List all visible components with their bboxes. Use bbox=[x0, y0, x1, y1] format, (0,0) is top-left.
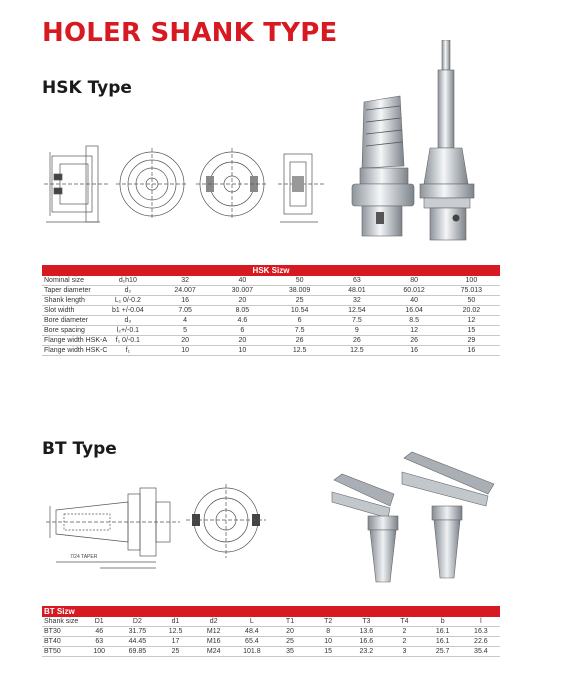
table-cell: 13.6 bbox=[347, 627, 385, 637]
row-symbol: d₃ bbox=[99, 316, 156, 326]
table-cell: 2 bbox=[385, 637, 423, 647]
row-label: Bore diameter bbox=[42, 316, 99, 326]
bt-table-title-row bbox=[42, 606, 500, 617]
table-row bbox=[42, 286, 500, 296]
table-cell: 3 bbox=[385, 647, 423, 657]
table-cell: 12.54 bbox=[328, 306, 385, 316]
table-cell: 40 bbox=[214, 276, 271, 286]
column-header: T1 bbox=[271, 617, 309, 627]
table-cell: 16.6 bbox=[347, 637, 385, 647]
table-cell: M24 bbox=[195, 647, 233, 657]
table-cell: M12 bbox=[195, 627, 233, 637]
row-label: Flange width HSK-A bbox=[44, 337, 108, 344]
table-cell: 9 bbox=[328, 326, 385, 336]
table-cell: 8 bbox=[309, 627, 347, 637]
table-row bbox=[42, 276, 500, 286]
row-label: Nominal size bbox=[42, 276, 99, 286]
column-header: D1 bbox=[80, 617, 118, 627]
row-label: Shank length bbox=[42, 296, 99, 306]
table-cell: 12 bbox=[443, 316, 500, 326]
table-cell: 100 bbox=[80, 647, 118, 657]
table-cell: 32 bbox=[328, 296, 385, 306]
row-label: Bore spacing bbox=[42, 326, 99, 336]
hsk-table-title: HSK Sizw bbox=[42, 265, 500, 276]
table-cell: BT40 bbox=[42, 637, 80, 647]
column-header: T3 bbox=[347, 617, 385, 627]
table-row bbox=[42, 637, 500, 647]
table-cell: 24.007 bbox=[157, 286, 214, 296]
bt-tool-photo bbox=[328, 450, 498, 590]
table-cell: 20 bbox=[271, 627, 309, 637]
table-cell: 20 bbox=[214, 336, 271, 346]
table-cell: 48.4 bbox=[233, 627, 271, 637]
table-cell: 40 bbox=[386, 296, 443, 306]
table-cell: 22.6 bbox=[462, 637, 500, 647]
hsk-heading: HSK Type bbox=[42, 78, 132, 98]
row-label: Slot width bbox=[42, 306, 99, 316]
column-header: d2 bbox=[195, 617, 233, 627]
hsk-table-title-row bbox=[42, 265, 500, 276]
table-cell: 10 bbox=[157, 346, 214, 356]
table-cell: 4.6 bbox=[214, 316, 271, 326]
row-label: Flange width HSK-C bbox=[44, 347, 108, 354]
row-symbol: f₁ bbox=[99, 346, 156, 356]
table-cell: 7.5 bbox=[271, 326, 328, 336]
table-cell: 32 bbox=[157, 276, 214, 286]
table-cell: 20 bbox=[214, 296, 271, 306]
table-cell: 16 bbox=[157, 296, 214, 306]
table-cell: 38.009 bbox=[271, 286, 328, 296]
page-title: HOLER SHANK TYPE bbox=[42, 18, 338, 48]
row-symbol: L₁ 0/-0.2 bbox=[99, 296, 156, 306]
table-header-row bbox=[42, 617, 500, 627]
table-cell: M16 bbox=[195, 637, 233, 647]
table-cell: 69.85 bbox=[118, 647, 156, 657]
table-cell: 63 bbox=[80, 637, 118, 647]
column-header: l bbox=[462, 617, 500, 627]
table-row bbox=[42, 647, 500, 657]
table-cell: 20.02 bbox=[443, 306, 500, 316]
column-header: D2 bbox=[118, 617, 156, 627]
table-cell: 75.013 bbox=[443, 286, 500, 296]
bt-table-title: BT Sizw bbox=[42, 606, 500, 617]
row-label: Taper diameter bbox=[42, 286, 99, 296]
taper-label: 7/24 TAPER bbox=[70, 554, 98, 560]
bt-heading: BT Type bbox=[42, 439, 117, 459]
table-cell: BT30 bbox=[42, 627, 80, 637]
table-cell: 100 bbox=[443, 276, 500, 286]
column-header: Shank size bbox=[44, 618, 79, 625]
table-cell: 25 bbox=[271, 637, 309, 647]
table-row bbox=[42, 336, 500, 346]
table-cell: 12.5 bbox=[156, 627, 194, 637]
table-cell: 29 bbox=[443, 336, 500, 346]
table-cell: 35.4 bbox=[462, 647, 500, 657]
table-cell: 12 bbox=[386, 326, 443, 336]
table-cell: 26 bbox=[328, 336, 385, 346]
table-cell: 8.5 bbox=[386, 316, 443, 326]
table-cell: 48.01 bbox=[328, 286, 385, 296]
table-cell: 25 bbox=[271, 296, 328, 306]
table-cell: 26 bbox=[386, 336, 443, 346]
hsk-technical-drawing bbox=[40, 138, 330, 230]
bt-technical-drawing bbox=[40, 476, 270, 576]
table-row bbox=[42, 316, 500, 326]
row-symbol: b1 +/-0.04 bbox=[99, 306, 156, 316]
column-header: T2 bbox=[309, 617, 347, 627]
row-symbol: f₁ 0/-0.1 bbox=[99, 336, 156, 346]
table-cell: 25 bbox=[156, 647, 194, 657]
table-cell: 8.05 bbox=[214, 306, 271, 316]
table-cell: 10 bbox=[214, 346, 271, 356]
column-header: d1 bbox=[156, 617, 194, 627]
table-cell: 2 bbox=[385, 627, 423, 637]
table-cell: 46 bbox=[80, 627, 118, 637]
table-cell: 12.5 bbox=[271, 346, 328, 356]
table-cell: 25.7 bbox=[424, 647, 462, 657]
table-cell: 30.007 bbox=[214, 286, 271, 296]
row-symbol: d₂ bbox=[99, 286, 156, 296]
table-cell: 16 bbox=[386, 346, 443, 356]
table-cell: 16.1 bbox=[424, 637, 462, 647]
table-cell: 4 bbox=[157, 316, 214, 326]
table-cell: 101.8 bbox=[233, 647, 271, 657]
table-cell: 15 bbox=[309, 647, 347, 657]
table-cell: 63 bbox=[328, 276, 385, 286]
column-header: T4 bbox=[385, 617, 423, 627]
table-cell: 6 bbox=[214, 326, 271, 336]
table-cell: 50 bbox=[443, 296, 500, 306]
table-cell: 16.3 bbox=[462, 627, 500, 637]
table-row bbox=[42, 326, 500, 336]
table-row bbox=[42, 306, 500, 316]
table-cell: 65.4 bbox=[233, 637, 271, 647]
table-cell: 7.05 bbox=[157, 306, 214, 316]
table-cell: 12.5 bbox=[328, 346, 385, 356]
row-symbol: d₁h10 bbox=[99, 276, 156, 286]
table-cell: 20 bbox=[157, 336, 214, 346]
table-row bbox=[42, 346, 500, 356]
column-header: L bbox=[233, 617, 271, 627]
table-cell: 50 bbox=[271, 276, 328, 286]
table-cell: 16.04 bbox=[386, 306, 443, 316]
table-row bbox=[42, 296, 500, 306]
row-symbol: l₂+/-0.1 bbox=[99, 326, 156, 336]
table-cell: 23.2 bbox=[347, 647, 385, 657]
table-cell: 35 bbox=[271, 647, 309, 657]
table-cell: 31.75 bbox=[118, 627, 156, 637]
table-cell: 60.012 bbox=[386, 286, 443, 296]
bt-size-table bbox=[42, 606, 500, 657]
table-cell: 17 bbox=[156, 637, 194, 647]
table-cell: 15 bbox=[443, 326, 500, 336]
table-cell: 44.45 bbox=[118, 637, 156, 647]
table-cell: 80 bbox=[386, 276, 443, 286]
table-cell: 10.54 bbox=[271, 306, 328, 316]
table-cell: BT50 bbox=[42, 647, 80, 657]
table-cell: 7.5 bbox=[328, 316, 385, 326]
table-row bbox=[42, 627, 500, 637]
table-cell: 16 bbox=[443, 346, 500, 356]
hsk-tool-photo bbox=[344, 40, 494, 250]
table-cell: 6 bbox=[271, 316, 328, 326]
column-header: b bbox=[424, 617, 462, 627]
table-cell: 10 bbox=[309, 637, 347, 647]
hsk-size-table bbox=[42, 265, 500, 356]
table-cell: 5 bbox=[157, 326, 214, 336]
table-cell: 16.1 bbox=[424, 627, 462, 637]
table-cell: 26 bbox=[271, 336, 328, 346]
